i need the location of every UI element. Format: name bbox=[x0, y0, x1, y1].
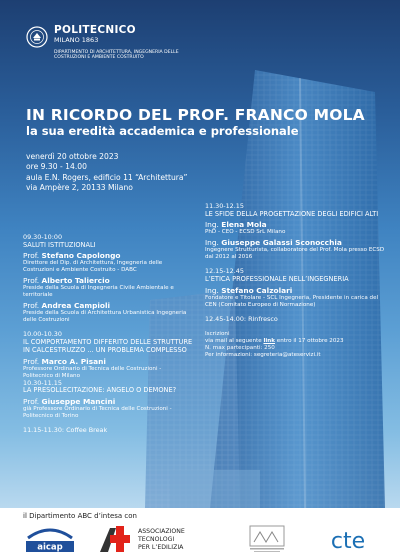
speaker-name bbox=[23, 397, 193, 406]
session-time: 12.15-12.45 bbox=[205, 267, 244, 276]
speaker-title: Ing. bbox=[205, 220, 222, 230]
associazione-tecnologi-logo bbox=[98, 524, 210, 554]
event-subtitle: la sua eredità accademica e professionale bbox=[26, 124, 299, 138]
event-date: venerdì 20 ottobre 2023 bbox=[26, 152, 119, 161]
politecnico-seal-icon bbox=[26, 26, 48, 48]
speaker-role: Fondatore e Titolare - SCL Ingegneria, Presidente in carica del CEN (Comitato Europeo di Normazione) bbox=[205, 294, 379, 308]
session-time: 10.00-10.30 bbox=[23, 330, 62, 339]
speaker-role: Preside della Scuola di Ingegneria Civile Ambientale e territoriale bbox=[23, 285, 174, 299]
assoc-line-2: TECNOLOGI bbox=[138, 536, 175, 543]
event-title: IN RICORDO DEL PROF. FRANCO MOLA bbox=[26, 106, 365, 124]
assoc-line-3: PER L’EDILIZIA bbox=[138, 544, 184, 551]
speaker-role: già Professore Ordinario di Tecnica delle Costruzioni - Politecnico di Torino bbox=[23, 405, 172, 419]
speaker-title: Prof. bbox=[23, 396, 42, 406]
registration-deadline: entro il 17 ottobre 2023 bbox=[275, 337, 344, 344]
cte-wordmark: cte bbox=[330, 529, 366, 554]
event-address: via Ampère 2, 20133 Milano bbox=[26, 183, 133, 193]
session-title: L’ETICA PROFESSIONALE NELL’INGEGNERIA bbox=[205, 275, 349, 284]
registration-line bbox=[205, 338, 385, 345]
event-room: aula E.N. Rogers, edificio 11 “Architettura” bbox=[26, 172, 188, 182]
speaker-title: Prof. bbox=[23, 356, 42, 366]
speaker-name bbox=[23, 357, 193, 366]
speaker-title: Prof. bbox=[23, 251, 42, 261]
speaker-name-text: Stefano Capolongo bbox=[41, 251, 121, 261]
speaker-name bbox=[23, 251, 193, 260]
session-title: IL COMPORTAMENTO DIFFERITO DELLE STRUTTURE IN CALCESTRUZZO ... UN PROBLEMA COMPLESSO bbox=[23, 338, 193, 354]
registration-link[interactable]: link bbox=[263, 337, 275, 344]
assoc-line-1: ASSOCIAZIONE bbox=[138, 528, 185, 535]
speaker-role: Direttore del Dip. di Architettura, Ingegneria delle Costruzioni e Ambiente Costruito - DABC bbox=[23, 260, 163, 274]
speaker-title: Prof. bbox=[23, 301, 42, 311]
speaker-role: Ingegnere Strutturista, collaboratore del Prof. Mola presso ECSD dal 2012 al 2016 bbox=[205, 247, 385, 261]
cte-logo bbox=[316, 524, 380, 554]
speaker-name-text: Giuseppe Galassi Sconocchia bbox=[221, 238, 342, 248]
speaker-name bbox=[205, 220, 385, 229]
program-left-column bbox=[23, 234, 193, 435]
speaker-name-text: Elena Mola bbox=[221, 220, 267, 230]
speaker-role: PhD - CEO - ECSD SrL Milano bbox=[205, 229, 286, 236]
speaker-title: Prof. bbox=[23, 276, 42, 286]
info-email[interactable]: Per informazioni: segreteria@ateservizi.it bbox=[205, 351, 321, 358]
speaker-name bbox=[205, 286, 385, 295]
institution-brand bbox=[54, 24, 184, 61]
brand-city-year: MILANO 1863 bbox=[54, 36, 99, 44]
max-participants: N. max partecipanti: 250 bbox=[205, 344, 275, 351]
speaker-name-text: Alberto Taliercio bbox=[41, 276, 110, 286]
session-title: LE SFIDE DELLA PROGETTAZIONE DEGLI EDIFICI ALTI bbox=[205, 209, 379, 218]
footer-partners-text: il Dipartimento ABC d’intesa con bbox=[23, 512, 137, 520]
speaker-title: Ing. bbox=[205, 285, 222, 295]
coffee-break: 11.15-11.30: Coffee Break bbox=[23, 425, 108, 434]
speaker-name bbox=[205, 238, 385, 247]
speaker-name-text: Stefano Calzolari bbox=[221, 285, 293, 295]
speaker-name-text: Giuseppe Mancini bbox=[41, 396, 116, 406]
aicap-wordmark: aicap bbox=[37, 542, 63, 553]
speaker-name bbox=[23, 276, 193, 285]
event-details bbox=[26, 152, 187, 194]
rinfresco: 12.45-14.00: Rinfresco bbox=[205, 314, 278, 323]
session-title: SALUTI ISTITUZIONALI bbox=[23, 240, 96, 249]
speaker-name bbox=[23, 301, 193, 310]
session-time: 10.30-11.15 bbox=[23, 378, 62, 387]
registration-heading: Iscrizioni bbox=[205, 330, 230, 337]
session-title: LA PRESOLLECITAZIONE: ANGELO O DEMONE? bbox=[23, 386, 177, 395]
speaker-name-text: Andrea Campioli bbox=[41, 301, 111, 311]
speaker-role: Professore Ordinario di Tecnica delle Costruzioni - Politecnico di Milano bbox=[23, 365, 162, 379]
registration-text: via mail al seguente bbox=[205, 337, 264, 344]
department-name: DIPARTIMENTO DI ARCHITETTURA, INGEGNERIA DELLE COSTRUZIONI E AMBIENTE COSTRUITO bbox=[54, 50, 179, 61]
event-time: ore 9.30 - 14.00 bbox=[26, 162, 87, 172]
speaker-name-text: Marco A. Pisani bbox=[41, 356, 106, 366]
speaker-title: Ing. bbox=[205, 238, 222, 248]
session-time: 09.30-10:00 bbox=[23, 233, 63, 241]
session-time: 11.30-12.15 bbox=[205, 202, 244, 210]
aicap-logo bbox=[20, 524, 80, 554]
program-right-column bbox=[205, 203, 385, 359]
speaker-role: Preside della Scuola di Architettura Urbanistica Ingegneria delle Costruzioni bbox=[23, 310, 187, 324]
brand-name: POLITECNICO bbox=[54, 24, 136, 36]
collegio-ingegneri-logo bbox=[246, 524, 288, 554]
